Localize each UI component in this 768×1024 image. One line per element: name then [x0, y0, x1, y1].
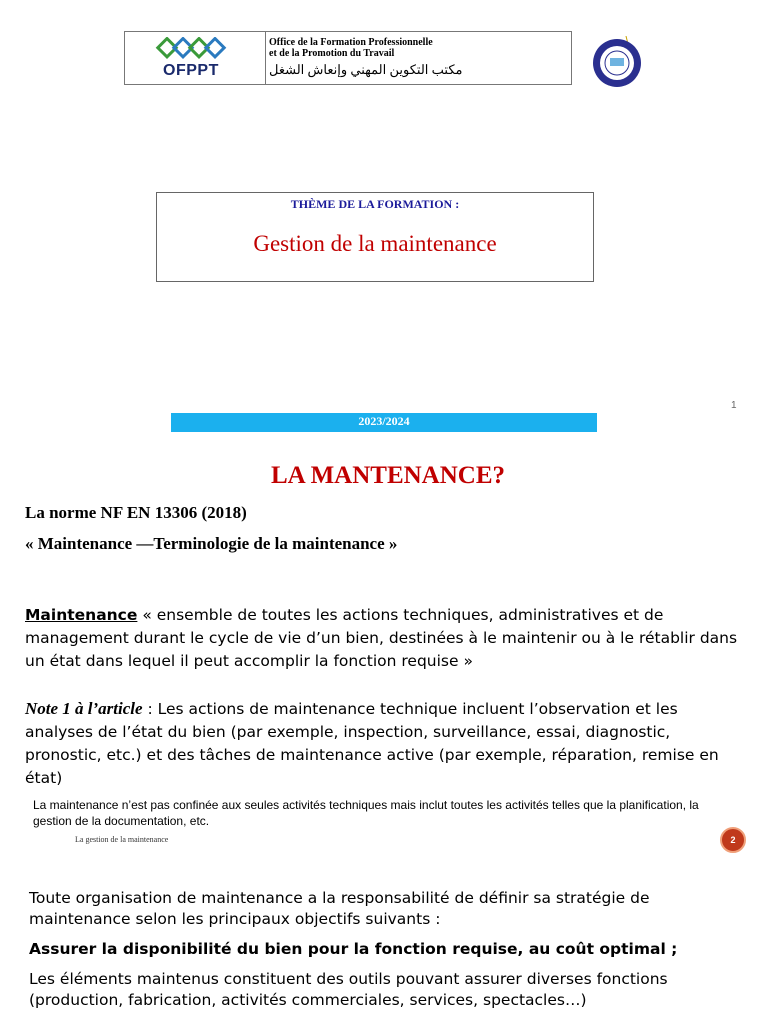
elements-paragraph: Les éléments maintenus constituent des outils pouvant assurer diverses fonctions (production, fabrication, activités commerciales, services, spectacles…)	[29, 970, 668, 1009]
page-number-1: 1	[731, 400, 737, 411]
theme-title: Gestion de la maintenance	[253, 231, 497, 256]
institution-seal-icon	[586, 36, 648, 88]
norm-reference: La norme NF EN 13306 (2018)	[25, 503, 247, 522]
institution-header	[124, 31, 572, 85]
logo-text: OFPPT	[163, 62, 219, 79]
note-paragraph	[25, 697, 745, 790]
office-name-line1: Office de la Formation Professionnelle	[269, 37, 433, 48]
arabic-office-name: مكتب التكوين المهني وإنعاش الشغل	[269, 62, 463, 77]
norm-subtitle: « Maintenance —Terminologie de la maintenance »	[25, 534, 398, 553]
theme-label: THÈME DE LA FORMATION :	[290, 197, 460, 211]
note-text: : Les actions de maintenance technique incluent l’observation et les analyses de l’état du bien (par exemple, inspection, surveillance, essai, diagnostic, pronostic, etc.) et des tâches de maintenance active (par exemple, réparation, remise en état)	[25, 700, 719, 787]
note-label: Note 1 à l’article	[25, 699, 143, 718]
section-title: LA MANTENANCE?	[270, 462, 506, 489]
small-note: La maintenance n’est pas confinée aux seules activités techniques mais inclut toutes les activités telles que la planification, la gestion de la documentation, etc.	[33, 798, 699, 828]
availability-objective: Assurer la disponibilité du bien pour la fonction requise, au coût optimal ;	[29, 940, 678, 958]
organization-paragraph: Toute organisation de maintenance a la responsabilité de définir sa stratégie de maintenance selon les principaux objectifs suivants :	[29, 889, 650, 928]
page-number-badge: 2	[720, 827, 746, 853]
definition-term: Maintenance	[25, 606, 138, 624]
definition-paragraph	[25, 604, 745, 673]
logo-diamonds-icon	[155, 37, 227, 61]
office-name-line2: et de la Promotion du Travail	[269, 48, 395, 59]
page-footer: La gestion de la maintenance	[75, 835, 169, 844]
year-bar: 2023/2024	[171, 413, 597, 432]
theme-box	[156, 192, 594, 282]
ofppt-logo	[125, 32, 266, 84]
definition-text: « ensemble de toutes les actions techniques, administratives et de management durant le cycle de vie d’un bien, destinées à le maintenir ou à le rétablir dans un état dans lequel il peut accomplir la fonction requise »	[25, 606, 738, 670]
